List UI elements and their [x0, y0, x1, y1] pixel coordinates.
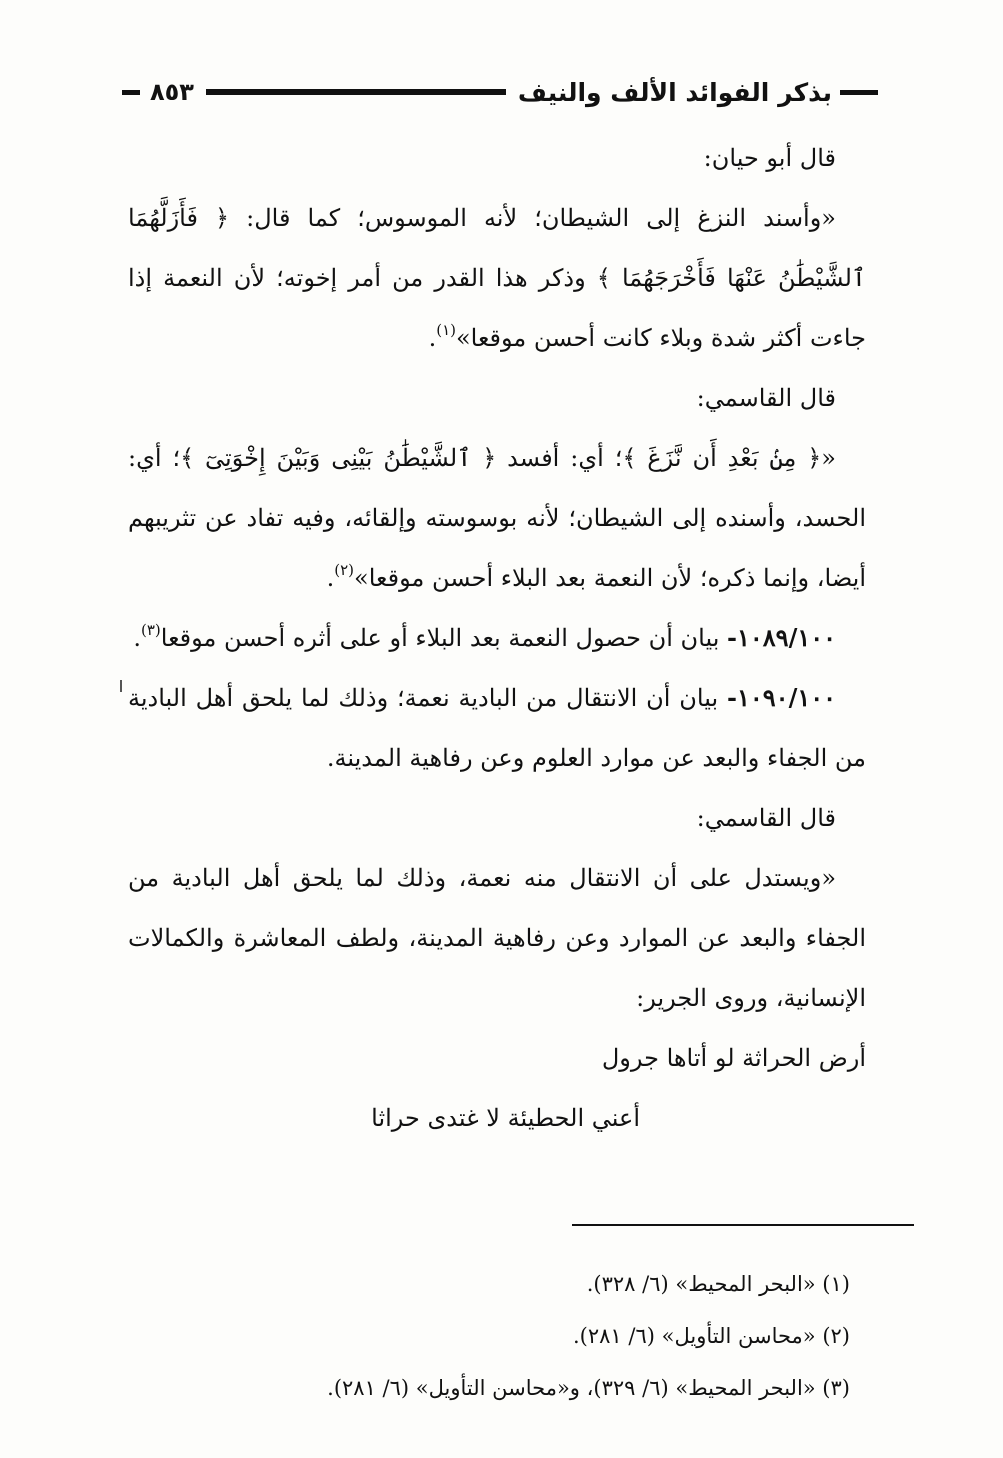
speaker-label-qasimi-2: قال القاسمي:	[696, 804, 836, 832]
header-dash-left	[122, 90, 140, 95]
speaker-label-qasimi: قال القاسمي:	[696, 384, 836, 412]
footnote-ref-1: (١)	[436, 321, 456, 339]
footnote-2: (٢) «محاسن التأويل» (٦/ ٢٨١).	[573, 1324, 850, 1348]
verse-line-2: أعني الحطيئة لا غتدى حراثا	[371, 1104, 640, 1132]
footnote-1: (١) «البحر المحيط» (٦/ ٣٢٨).	[586, 1272, 850, 1296]
footnote-3: (٣) «البحر المحيط» (٦/ ٣٢٩)، و«محاسن التأويل» (٦/ ٢٨١).	[327, 1376, 850, 1400]
entry-text: بيان أن حصول النعمة بعد البلاء أو على أثره أحسن موقعا	[160, 624, 728, 652]
quote-paragraph-abu-hayyan: «وأسند النزغ إلى الشيطان؛ لأنه الموسوس؛ كما قال: ﴿ فَأَزَلَّهُمَا ٱلشَّيْطَٰنُ عَنْهَا فَأَخْرَجَهُمَا ﴾ وذكر هذا القدر من أمر إخوته؛ لأن النعمة إذا جاءت أكثر شدة وبلاء كانت أحسن موقعا»$^{(١)}$.	[128, 204, 866, 352]
page-number: ٨٥٣	[150, 78, 194, 106]
entry-number: ١٠٨٩/١٠٠-	[727, 623, 836, 652]
entry-number: ١٠٩٠/١٠٠-	[727, 683, 836, 712]
quote-paragraph-qasimi: «﴿ مِنۢ بَعْدِ أَن نَّزَغَ ﴾؛ أي: أفسد ﴿ ٱلشَّيْطَٰنُ بَيْنِى وَبَيْنَ إِخْوَتِىٓ ﴾؛ أي: الحسد، وأسنده إلى الشيطان؛ لأنه بوسوسته وإلقائه، وفيه تفاد عن تثريبهم أيضا، وإنما ذكره؛ لأن النعمة بعد البلاء أحسن موقعا»$^{(٢)}$.	[128, 444, 866, 592]
scan-artifact-mark	[120, 680, 122, 692]
header-title: بذكر الفوائد الألف والنيف	[517, 77, 832, 107]
page-body	[128, 128, 866, 1148]
speaker-label-abu-hayyan: قال أبو حيان:	[703, 144, 836, 172]
footnotes	[128, 1258, 850, 1414]
verse-line-1: أرض الحراثة لو أتاها جرول	[601, 1044, 866, 1072]
header-dash-right	[840, 90, 878, 95]
footnote-ref-3: (٣)	[140, 621, 161, 639]
entry-text: بيان أن الانتقال من البادية نعمة؛ وذلك لما يلحق أهل البادية من الجفاء والبعد عن موارد العلوم وعن رفاهية المدينة.	[128, 684, 866, 772]
running-header	[122, 72, 878, 112]
footnote-ref-2: (٢)	[334, 561, 355, 579]
footnote-separator	[572, 1224, 914, 1226]
header-rule	[206, 89, 506, 95]
entry-1090	[128, 668, 866, 788]
quote-paragraph-qasimi-2: «ويستدل على أن الانتقال منه نعمة، وذلك لما يلحق أهل البادية من الجفاء والبعد عن الموارد وعن رفاهية المدينة، ولطف المعاشرة والكمالات الإنسانية، وروى الجرير:	[128, 864, 866, 1012]
quote-text: «وأسند النزغ إلى الشيطان؛ لأنه الموسوس؛ كما قال: ﴿ فَأَزَلَّهُمَا ٱلشَّيْطَٰنُ عَنْهَا فَأَخْرَجَهُمَا ﴾ وذكر هذا القدر من أمر إخوته؛ لأن النعمة إذا جاءت أكثر شدة وبلاء كانت أحسن موقعا»	[128, 204, 866, 352]
entry-1089: ١٠٨٩/١٠٠- بيان أن حصول النعمة بعد البلاء أو على أثره أحسن موقعا$^{(٣)}$.	[133, 621, 836, 652]
quote-text: «﴿ مِنۢ بَعْدِ أَن نَّزَغَ ﴾؛ أي: أفسد ﴿ ٱلشَّيْطَٰنُ بَيْنِى وَبَيْنَ إِخْوَتِىٓ ﴾؛ أي: الحسد، وأسنده إلى الشيطان؛ لأنه بوسوسته وإلقائه، وفيه تفاد عن تثريبهم أيضا، وإنما ذكره؛ لأن النعمة بعد البلاء أحسن موقعا»	[128, 444, 866, 592]
